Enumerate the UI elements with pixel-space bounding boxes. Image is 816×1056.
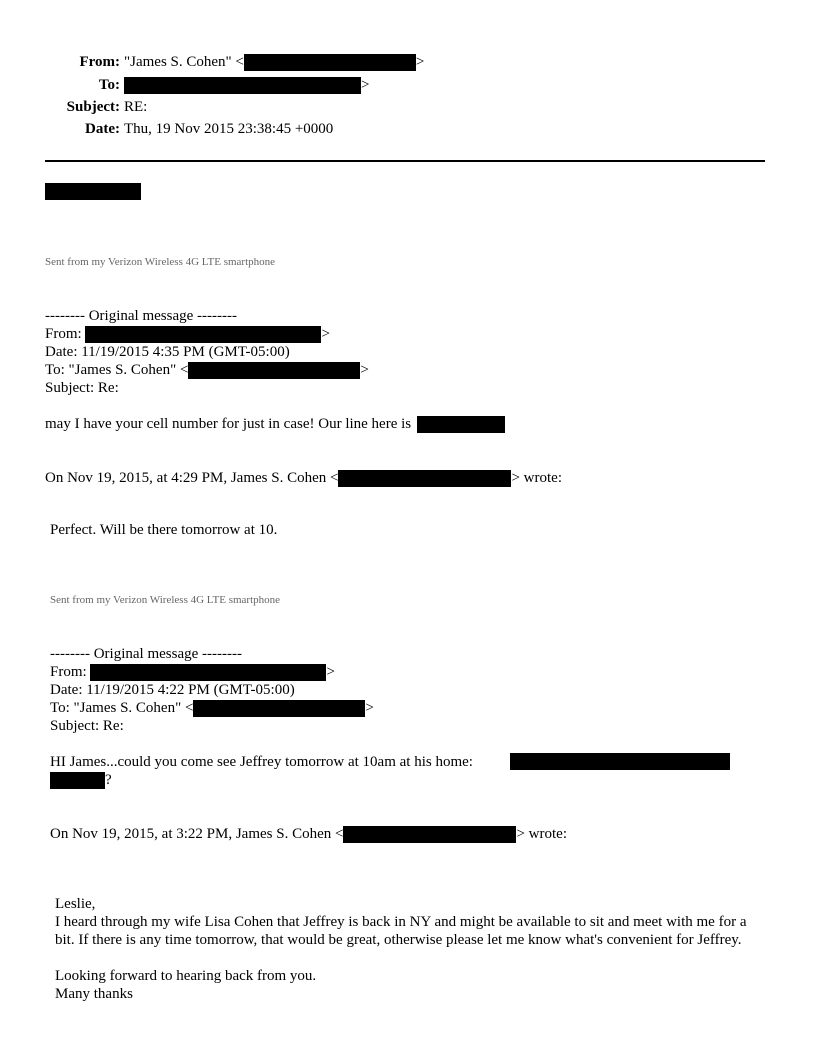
header-from-row	[0, 52, 424, 72]
quote-subject: Subject: Re:	[50, 718, 124, 734]
quote-from-label: From:	[45, 326, 82, 342]
quote-wrote-prefix: On Nov 19, 2015, at 3:22 PM, James S. Cohen <	[50, 826, 344, 842]
email-signature: Sent from my Verizon Wireless 4G LTE smartphone	[45, 256, 276, 268]
original-closing-line-1: Looking forward to hearing back from you.	[55, 968, 317, 984]
quote-wrote-prefix: On Nov 19, 2015, at 4:29 PM, James S. Cohen <	[45, 470, 339, 486]
redaction-block	[90, 664, 326, 681]
quote-to-prefix: To: "James S. Cohen" <	[45, 362, 189, 378]
quote-wrote-suffix: > wrote:	[511, 470, 562, 486]
redaction-block	[193, 700, 365, 717]
redaction-block	[343, 826, 516, 843]
header-from-value: "James S. Cohen" <	[124, 54, 244, 70]
redaction-block	[510, 753, 730, 770]
quote-body-end-row	[50, 771, 112, 789]
header-subject-label: Subject:	[66, 99, 120, 115]
redaction-block	[50, 772, 105, 789]
quote-divider: -------- Original message --------	[45, 308, 237, 324]
quote-date: Date: 11/19/2015 4:22 PM (GMT-05:00)	[50, 682, 295, 698]
header-subject-value: RE:	[124, 99, 148, 115]
redaction-block	[124, 77, 361, 94]
quote-to-close: >	[365, 700, 374, 716]
reply-body: Perfect. Will be there tomorrow at 10.	[50, 522, 278, 538]
header-date-row	[0, 119, 333, 139]
redaction-block	[85, 326, 321, 343]
quote-from-close: >	[321, 326, 330, 342]
header-to-row	[0, 75, 369, 95]
quote-date: Date: 11/19/2015 4:35 PM (GMT-05:00)	[45, 344, 290, 360]
quote-subject: Subject: Re:	[45, 380, 119, 396]
quote-to-close: >	[360, 362, 369, 378]
quote-body: HI James...could you come see Jeffrey tomorrow at 10am at his home:	[50, 754, 473, 770]
header-from-label: From:	[79, 54, 120, 70]
original-paragraph: I heard through my wife Lisa Cohen that Jeffrey is back in NY and might be available to sit and meet with me for a bit. If there is any time tomorrow, that would be great, otherwise please let me know what's convenient for Jeffrey.	[55, 914, 747, 948]
quote-body-end: ?	[105, 772, 112, 788]
quote-from-row	[45, 325, 330, 343]
quote-wrote-row	[45, 469, 562, 487]
redaction-block	[244, 54, 416, 71]
quote-to-prefix: To: "James S. Cohen" <	[50, 700, 194, 716]
quote-wrote-row	[50, 825, 567, 843]
redaction-block	[188, 362, 360, 379]
original-greeting: Leslie,	[55, 896, 96, 912]
quote-from-label: From:	[50, 664, 87, 680]
header-divider	[45, 160, 765, 162]
quote-divider: -------- Original message --------	[50, 646, 242, 662]
email-signature: Sent from my Verizon Wireless 4G LTE smartphone	[50, 594, 281, 606]
quote-from-row	[50, 663, 335, 681]
redaction-block	[338, 470, 511, 487]
redaction-block	[45, 183, 141, 200]
quote-to-row	[45, 361, 369, 379]
quote-wrote-suffix: > wrote:	[516, 826, 567, 842]
header-subject-row	[0, 97, 147, 117]
header-from-close: >	[415, 54, 425, 70]
header-to-label: To:	[98, 77, 120, 93]
header-to-close: >	[361, 77, 370, 93]
quote-from-close: >	[326, 664, 335, 680]
quote-to-row	[50, 699, 374, 717]
quote-body-row	[45, 415, 505, 433]
quote-body-row	[50, 753, 473, 771]
header-date-label: Date:	[85, 121, 120, 137]
original-closing-line-2: Many thanks	[55, 986, 133, 1002]
quote-body: may I have your cell number for just in case! Our line here is	[45, 416, 412, 432]
header-date-value: Thu, 19 Nov 2015 23:38:45 +0000	[124, 121, 334, 137]
redaction-block	[417, 416, 505, 433]
